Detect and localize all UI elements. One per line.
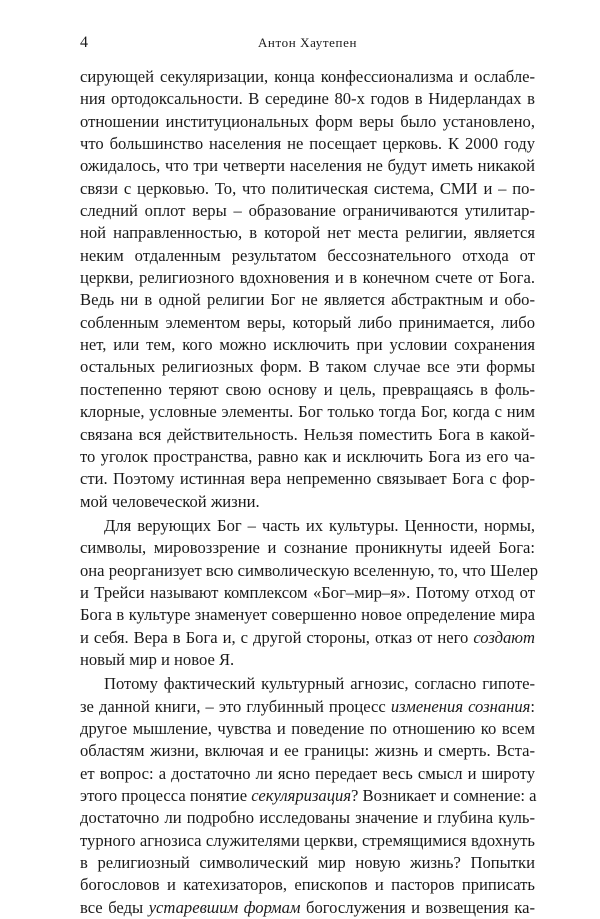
text-run: нет, или тем, кого можно исключить при условии сохранения bbox=[80, 335, 535, 355]
text-run: ния ортодоксальности. В середине 80-х годов в Нидерландах в bbox=[80, 89, 535, 109]
italic-emphasis: изменения сознания bbox=[390, 696, 531, 716]
text-run: другое мышление, чувства и поведение по отношению ко всем bbox=[80, 718, 535, 738]
text-run: связи с церковью. То, что политическая система, СМИ и – по- bbox=[80, 178, 535, 198]
text-run: символы, мировоззрение и сознание проникнуты идеей Бога: bbox=[80, 538, 535, 558]
text-run: Потому фактический культурный агнозис, согласно гипоте- bbox=[104, 674, 535, 694]
text-line bbox=[80, 807, 535, 829]
text-run: отношении институциональных форм веры было установлено, bbox=[80, 111, 535, 131]
text-line bbox=[80, 446, 535, 468]
text-run: сти. Поэтому истинная вера непременно связывает Бога с фор- bbox=[80, 469, 535, 489]
running-head-author: Антон Хаутепен bbox=[257, 35, 358, 50]
text-run: то уголок пространства, равно как и исключить Бога из его ча- bbox=[80, 446, 535, 466]
text-run: достаточно ли подробно исследованы значение и глубина куль- bbox=[80, 808, 535, 828]
text-line bbox=[80, 582, 535, 604]
text-run: турного агнозиса служителями церкви, стремящимися вдохнуть bbox=[80, 830, 535, 850]
text-line bbox=[80, 424, 535, 446]
text-run: Для верующих Бог – часть их культуры. Ценности, нормы, bbox=[104, 515, 535, 535]
body-text bbox=[80, 66, 539, 919]
text-line bbox=[80, 66, 535, 88]
text-run: что большинство населения не посещает церковь. К 2000 году bbox=[80, 134, 535, 154]
text-run: она реорганизует всю символическую вселенную, то, что Шелер bbox=[80, 560, 539, 580]
text-line bbox=[80, 537, 535, 559]
text-run: областям жизни, включая и ее границы: жизнь и смерть. Вста- bbox=[80, 741, 535, 761]
text-run: : bbox=[530, 696, 535, 716]
text-run: ной направленностью, в которой нет места религии, является bbox=[80, 223, 535, 243]
text-line bbox=[80, 289, 535, 311]
text-run: связана вся действительность. Нельзя поместить Бога в какой- bbox=[80, 424, 535, 444]
text-run: остальных религиозных форм. В таком случае все эти формы bbox=[80, 357, 535, 377]
text-run: в религиозный символический мир новую жизнь? Попытки bbox=[80, 853, 535, 873]
text-run: постепенно теряют свою основу и цель, превращаясь в фоль- bbox=[80, 379, 535, 399]
text-line bbox=[80, 379, 535, 401]
text-line bbox=[80, 649, 535, 671]
text-line bbox=[80, 604, 535, 626]
text-line bbox=[80, 200, 535, 222]
text-run: новый мир и новое Я. bbox=[80, 649, 235, 669]
text-run: ет вопрос: а достаточно ли ясно передает весь смысл и широту bbox=[80, 763, 535, 783]
text-run: клорные, условные элементы. Бог только тогда Бог, когда с ним bbox=[80, 402, 535, 422]
text-run: богослужения и возвещения ка- bbox=[300, 897, 535, 917]
text-run: и себя. Вера в Бога и, с другой стороны, отказ от него bbox=[80, 627, 474, 647]
text-run: ожидалось, что три четверти населения не будут иметь никакой bbox=[80, 156, 535, 176]
text-run: все беды bbox=[80, 897, 149, 917]
text-line bbox=[80, 245, 535, 267]
text-line bbox=[80, 267, 535, 289]
text-run: сирующей секуляризации, конца конфессионализма и ослабле- bbox=[80, 67, 535, 86]
text-run: и Трейси называют комплексом «Бог–мир–я». Потому отход от bbox=[80, 582, 535, 602]
text-line bbox=[80, 401, 535, 423]
text-run: Бога в культуре знаменует совершенно новое определение мира bbox=[80, 605, 535, 625]
text-line bbox=[80, 852, 535, 874]
text-line bbox=[80, 515, 535, 537]
text-line bbox=[80, 491, 535, 513]
text-line bbox=[80, 830, 535, 852]
text-line bbox=[80, 627, 535, 649]
text-line bbox=[80, 334, 535, 356]
text-line bbox=[80, 468, 535, 490]
text-line bbox=[80, 696, 535, 718]
text-line bbox=[80, 763, 535, 785]
page-number: 4 bbox=[80, 34, 88, 51]
text-line bbox=[80, 222, 535, 244]
text-line bbox=[80, 356, 535, 378]
text-run: зе данной книги, – это глубинный процесс bbox=[80, 696, 391, 716]
text-run: мой человеческой жизни. bbox=[80, 491, 260, 511]
italic-emphasis: создают bbox=[473, 627, 535, 647]
text-run: этого процесса понятие bbox=[80, 786, 252, 805]
text-line bbox=[80, 673, 535, 695]
text-run: богословов и катехизаторов, епископов и пасторов приписать bbox=[80, 875, 535, 895]
text-line bbox=[80, 785, 535, 807]
text-line bbox=[80, 897, 535, 919]
italic-emphasis: секуляризация bbox=[251, 786, 352, 805]
text-line bbox=[80, 874, 535, 896]
text-line bbox=[80, 740, 535, 762]
text-line bbox=[80, 718, 535, 740]
text-run: церкви, религиозного вдохновения и в конечном счете от Бога. bbox=[80, 268, 535, 288]
text-line bbox=[80, 155, 535, 177]
text-line bbox=[80, 178, 535, 200]
text-run: Ведь ни в одной религии Бог не является абстрактным и обо- bbox=[80, 290, 535, 310]
page-header bbox=[80, 34, 535, 56]
text-run: собленным элементом веры, который либо принимается, либо bbox=[80, 312, 535, 332]
text-line bbox=[80, 111, 535, 133]
text-line bbox=[80, 312, 535, 334]
text-run: следний оплот веры – образование ограничиваются утилитар- bbox=[80, 201, 535, 221]
text-line bbox=[80, 560, 539, 582]
text-run: неким отдаленным результатом бессознательного отхода от bbox=[80, 245, 535, 265]
text-line bbox=[80, 133, 535, 155]
text-run: ? Возникает и сомнение: а bbox=[351, 786, 537, 805]
italic-emphasis: устаревшим формам bbox=[148, 897, 301, 917]
text-line bbox=[80, 88, 535, 110]
